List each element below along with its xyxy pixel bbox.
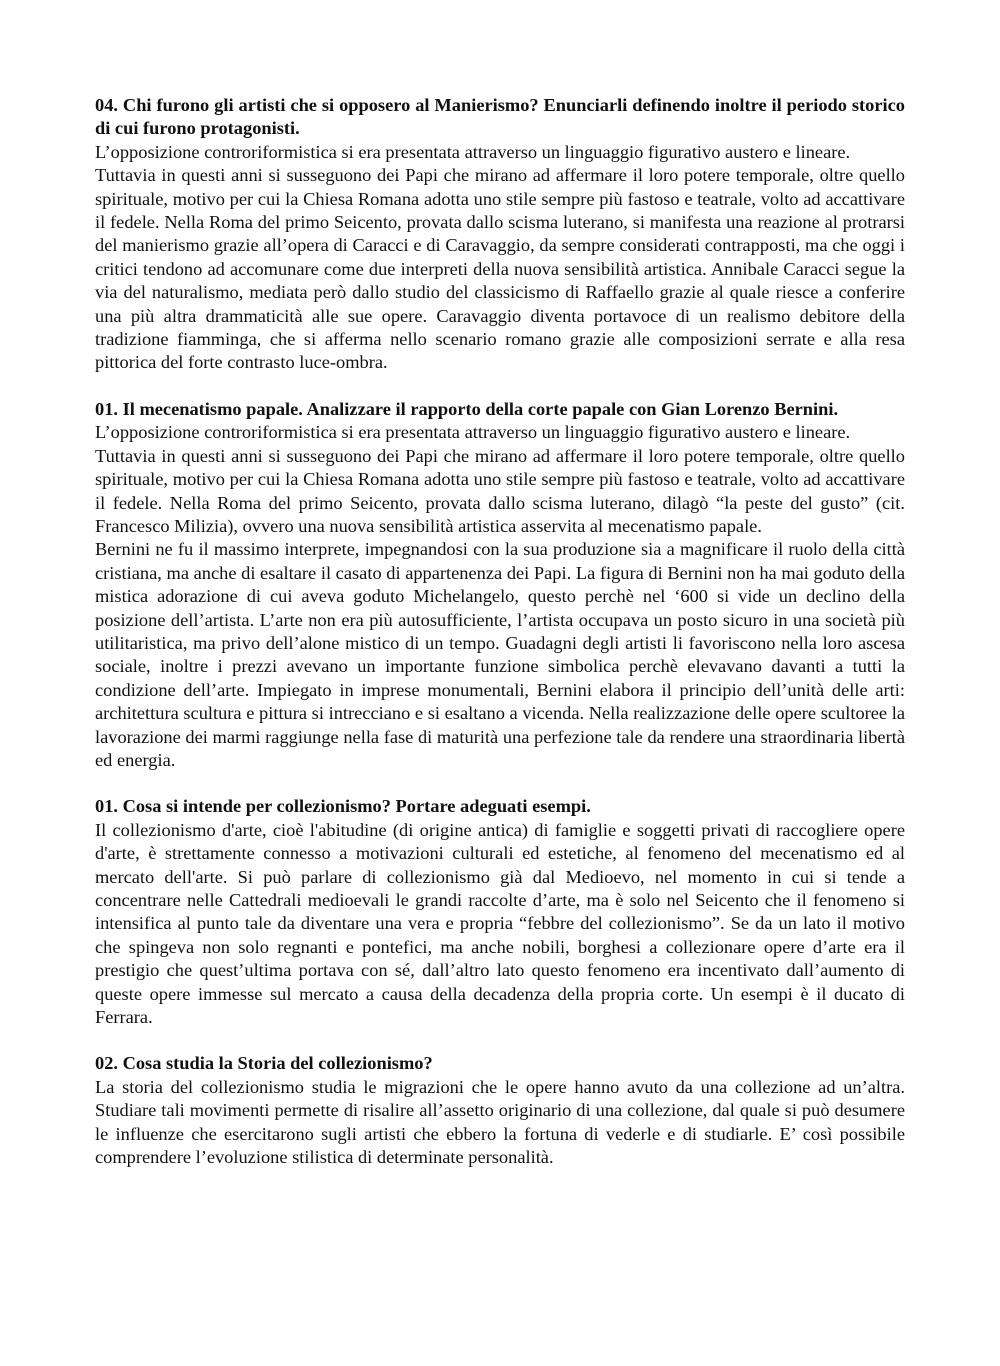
question-heading: 01. Il mecenatismo papale. Analizzare il rapporto della corte papale con Gian Lorenzo Bernini. [95,398,839,419]
section-artisti-manierismo [95,94,905,375]
question-heading: 02. Cosa studia la Storia del collezionismo? [95,1053,433,1074]
paragraph: L’opposizione controriformistica si era presentata attraverso un linguaggio figurativo austero e lineare. [95,141,851,162]
paragraph: La storia del collezionismo studia le migrazioni che le opere hanno avuto da una collezione ad un’altra. Studiare tali movimenti permette di risalire all’assetto originario di una collezione, dal quale si può desumere le influenze che esercitarono sugli artisti che ebbero la fortuna di vederle e di studiarle. E’ così possibile comprendere l’evoluzione stilistica di determinate personalità. [95,1076,905,1168]
paragraph: Tuttavia in questi anni si susseguono dei Papi che mirano ad affermare il loro potere temporale, oltre quello spirituale, motivo per cui la Chiesa Romana adotta uno stile sempre più fastoso e teatrale, volto ad accattivare il fedele. Nella Roma del primo Seicento, provata dallo scisma luterano, si manifesta una reazione al protrarsi del manierismo grazie all’opera di Caracci e di Caravaggio, da sempre considerati contrapposti, ma che oggi i critici tendono ad accomunare come due interpreti della nuova sensibilità artistica. Annibale Caracci segue la via del naturalismo, mediata però dallo studio del classicismo di Raffaello grazie al quale riesce a conferire una più altra drammaticità alle sue opere. Caravaggio diventa portavoce di un realismo debitore della tradizione fiamminga, che si afferma nello scenario romano grazie alle composizioni serrate e alla resa pittorica del forte contrasto luce-ombra. [95,165,905,373]
section-mecenatismo-papale [95,398,905,773]
paragraph: Bernini ne fu il massimo interprete, impegnandosi con la sua produzione sia a magnificare il ruolo della città cristiana, ma anche di esaltare il casato di appartenenza dei Papi. La figura di Bernini non ha mai goduto della mistica adorazione di cui aveva goduto Michelangelo, questo perchè nel ‘600 si vide un declino della posizione dell’artista. L’arte non era più autosufficiente, l’artista occupava un posto sicuro in una società più utilitaristica, ma privo dell’alone mistico di un tempo. Guadagni degli artisti li favoriscono nella loro ascesa sociale, inoltre i prezzi avevano un importante funzione simbolica perchè elevavano davanti a tutti la condizione dell’arte. Impiegato in imprese monumentali, Bernini elabora il principio dell’unità delle arti: architettura scultura e pittura si intrecciano e si esaltano a vicenda. Nella realizzazione delle opere scultoree la lavorazione dei marmi raggiunge nella fase di maturità una perfezione tale da rendere una straordinaria libertà ed energia. [95,539,905,770]
question-heading: 01. Cosa si intende per collezionismo? Portare adeguati esempi. [95,796,591,817]
question-heading: 04. Chi furono gli artisti che si opposero al Manierismo? Enunciarli definendo inoltre il periodo storico di cui furono protagonisti. [95,95,905,139]
paragraph: Il collezionismo d'arte, cioè l'abitudine (di origine antica) di famiglie e soggetti privati di raccogliere opere d'arte, è strettamente connesso a motivazioni culturali ed estetiche, al fenomeno del mecenatismo ed al mercato dell'arte. Si può parlare di collezionismo già dal Medioevo, nel momento in cui si tende a concentrare nelle Cattedrali medioevali le grandi raccolte d’arte, ma è solo nel Seicento che il fenomeno si intensifica al punto tale da diventare una vera e propria “febbre del collezionismo”. Se da un lato il motivo che spingeva non solo regnanti e pontefici, ma anche nobili, borghesi a collezionare opere d’arte era il prestigio che quest’ultima portava con sé, dall’altro lato questo fenomeno era incentivato dall’aumento di queste opere immesse sul mercato a causa della decadenza della propria corte. Un esempi è il ducato di Ferrara. [95,819,905,1028]
section-storia-collezionismo [95,1052,905,1169]
paragraph: Tuttavia in questi anni si susseguono dei Papi che mirano ad affermare il loro potere temporale, oltre quello spirituale, motivo per cui la Chiesa Romana adotta uno stile sempre più fastoso e teatrale, volto ad accattivare il fedele. Nella Roma del primo Seicento, provata dallo scisma luterano, dilagò “la peste del gusto” (cit. Francesco Milizia), ovvero una nuova sensibilità artistica asservita al mecenatismo papale. [95,445,905,536]
section-collezionismo [95,795,905,1029]
paragraph: L’opposizione controriformistica si era presentata attraverso un linguaggio figurativo austero e lineare. [95,422,851,443]
